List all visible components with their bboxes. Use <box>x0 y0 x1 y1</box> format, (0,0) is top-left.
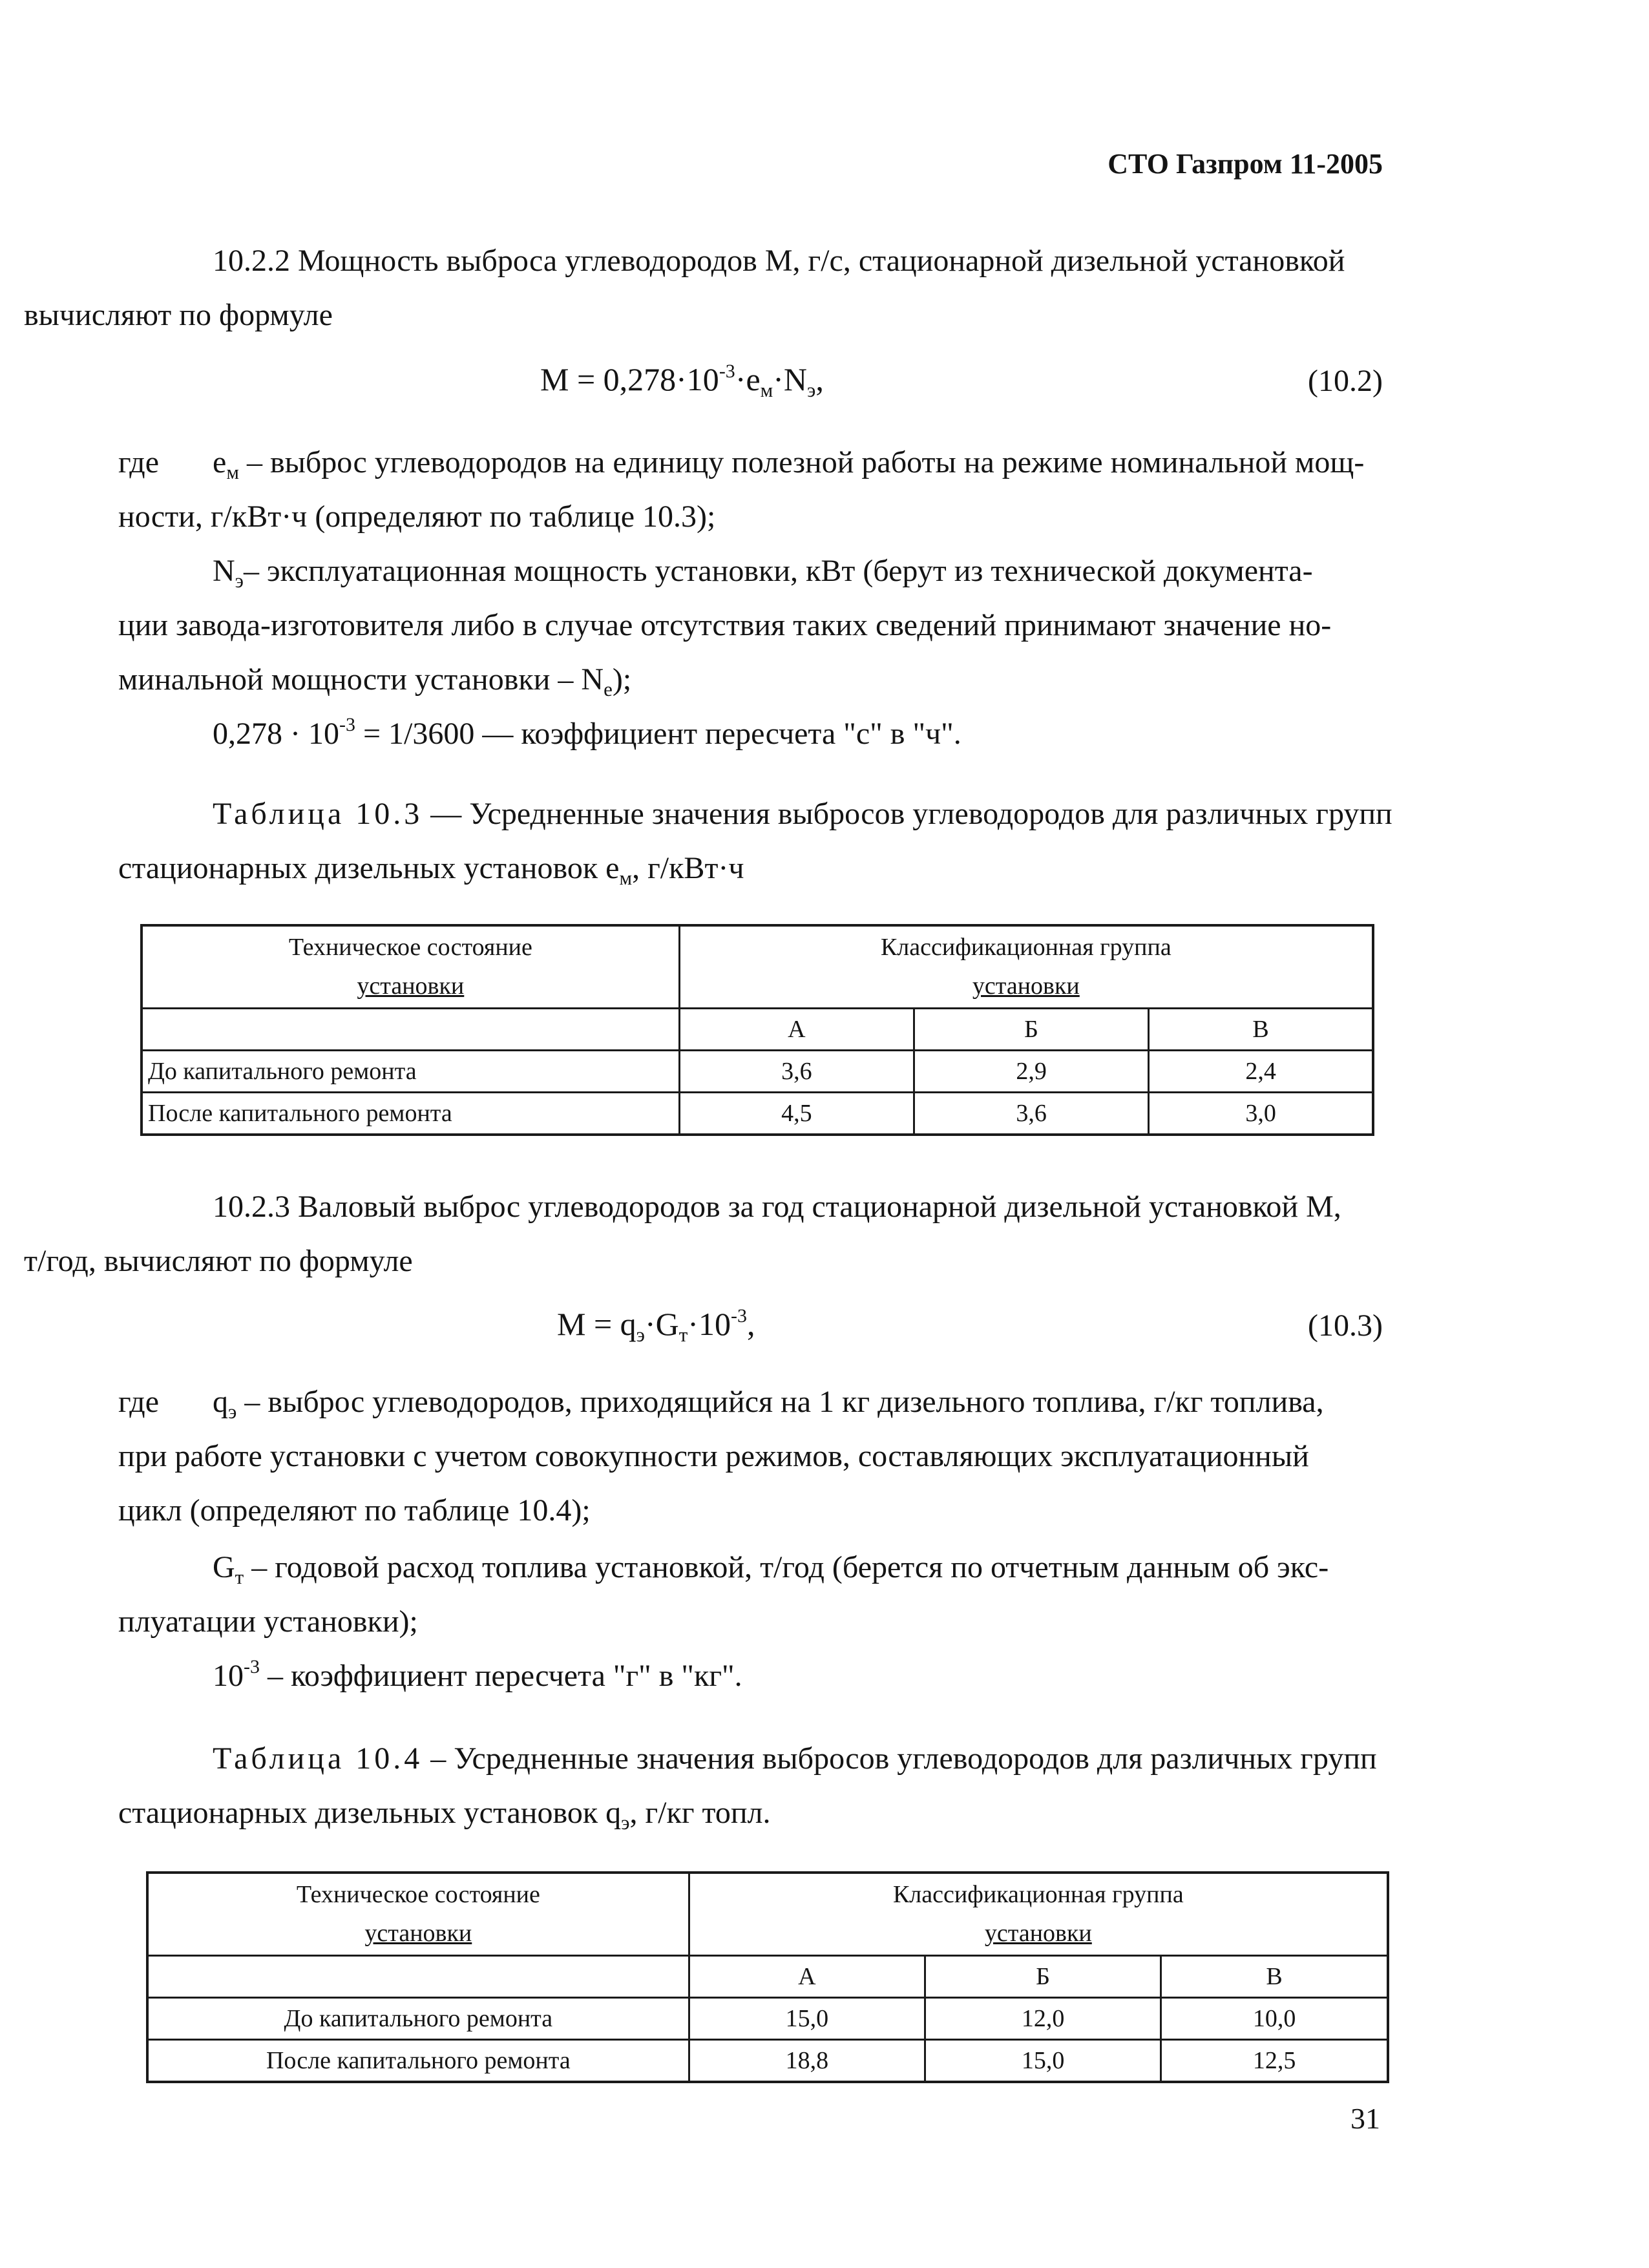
table-10-4-caption <box>118 1732 1394 1840</box>
table-cell: 15,0 <box>925 2039 1161 2082</box>
exponent: -3 <box>244 1656 260 1677</box>
header-text: Классификационная группа <box>880 934 1171 961</box>
table-cell: 15,0 <box>689 1997 925 2039</box>
formula-part: ·10 <box>688 1306 731 1342</box>
formula-lhs: M = 0,278·10 <box>540 361 719 397</box>
formula-part: ·G <box>644 1306 679 1342</box>
symbol: e <box>213 445 227 479</box>
column-header-v: В <box>1149 1008 1373 1050</box>
caption-text: — Усредненные значения выбросов углеводородов для различных групп <box>423 797 1392 831</box>
text-line: при работе установки с учетом совокупности режимов, составляющих эксплуатационный <box>118 1439 1309 1473</box>
text-line: плуатации установки); <box>118 1604 418 1639</box>
row-label: До капитального ремонта <box>142 1050 679 1092</box>
table-cell: 18,8 <box>689 2039 925 2082</box>
symbol-sub: э <box>235 569 244 592</box>
caption-text: стационарных дизельных установок e <box>118 851 620 885</box>
coefficient-note <box>213 707 961 761</box>
symbol: q <box>213 1385 228 1419</box>
definition-q-e <box>118 1375 1394 1538</box>
formula-sub: э <box>807 379 816 401</box>
header-text: Техническое состояние <box>296 1881 540 1909</box>
table-subheader-row <box>147 1955 1388 1997</box>
coefficient-note <box>213 1649 742 1703</box>
caption-sub: э <box>621 1811 630 1834</box>
section-10-2-3-paragraph <box>24 1180 1394 1288</box>
table-row <box>142 1092 1373 1135</box>
header-cell-group <box>689 1873 1388 1955</box>
caption-label: Таблица 10.4 <box>213 1741 423 1776</box>
text: 0,278 · 10 <box>213 717 339 751</box>
definition-g-t <box>118 1540 1394 1649</box>
table-cell: 2,4 <box>1149 1050 1373 1092</box>
header-cell-state <box>142 925 679 1008</box>
formula-10-3 <box>557 1305 755 1346</box>
text-line: ции завода-изготовителя либо в случае отсутствия таких сведений принимают значение но- <box>118 608 1332 642</box>
text-line: 10.2.2 Мощность выброса углеводородов М, г/с, стационарной дизельной установкой <box>213 244 1345 278</box>
text-line: ности, г/кВт·ч (определяют по таблице 10.3); <box>118 499 716 534</box>
table-row <box>142 1050 1373 1092</box>
header-text: установки <box>357 972 465 1000</box>
formula-sub: м <box>760 379 773 401</box>
formula-sub: т <box>678 1323 688 1346</box>
header-text: Техническое состояние <box>288 934 532 961</box>
header-text: установки <box>984 1920 1092 1948</box>
page-number: 31 <box>1350 2102 1380 2135</box>
table-subheader-row <box>142 1008 1373 1050</box>
symbol: N <box>213 554 235 588</box>
text-line: вычисляют по формуле <box>24 298 333 332</box>
caption-text: стационарных дизельных установок q <box>118 1796 622 1830</box>
symbol: G <box>213 1550 235 1584</box>
formula-number-10-2: (10.2) <box>1308 364 1383 398</box>
definition-n-e <box>118 544 1394 707</box>
caption-label: Таблица 10.3 <box>213 797 423 831</box>
formula-part: , <box>746 1306 755 1342</box>
formula-number-10-3: (10.3) <box>1308 1308 1383 1343</box>
column-header-a: А <box>689 1955 925 1997</box>
text: 10 <box>213 1659 244 1693</box>
text-line: – выброс углеводородов, приходящийся на 1 кг дизельного топлива, г/кг топлива, <box>236 1385 1324 1419</box>
column-header-a: А <box>679 1008 914 1050</box>
text: – коэффициент пересчета "г" в "кг". <box>260 1659 742 1693</box>
header-text: Классификационная группа <box>892 1881 1184 1909</box>
formula-sub: э <box>636 1323 645 1346</box>
table-cell: 3,0 <box>1149 1092 1373 1135</box>
table-cell: 12,0 <box>925 1997 1161 2039</box>
table-row <box>147 1997 1388 2039</box>
column-header-b: Б <box>925 1955 1161 1997</box>
definition-e-m <box>118 436 1394 544</box>
caption-text: , г/кВт·ч <box>632 851 744 885</box>
table-cell: 3,6 <box>679 1050 914 1092</box>
header-text: установки <box>972 972 1080 1000</box>
caption-text: – Усредненные значения выбросов углеводородов для различных групп <box>423 1741 1377 1776</box>
text-line: 10.2.3 Валовый выброс углеводородов за год стационарной дизельной установкой M, <box>213 1190 1341 1224</box>
table-10-4 <box>146 1871 1389 2083</box>
column-header-v: В <box>1161 1955 1388 1997</box>
table-header-row <box>147 1873 1388 1955</box>
symbol-sub: м <box>226 461 239 483</box>
text-line: цикл (определяют по таблице 10.4); <box>118 1493 591 1528</box>
text-line: ); <box>612 662 632 697</box>
formula-part: , <box>815 361 824 397</box>
row-label: До капитального ремонта <box>147 1997 689 2039</box>
column-header-b: Б <box>914 1008 1148 1050</box>
row-label: После капитального ремонта <box>142 1092 679 1135</box>
header-cell-group <box>679 925 1373 1008</box>
formula-lhs: M = q <box>557 1306 636 1342</box>
text-line: т/год, вычисляют по формуле <box>24 1244 413 1278</box>
table-cell: 3,6 <box>914 1092 1148 1135</box>
formula-10-2 <box>540 361 824 401</box>
exponent: -3 <box>339 714 355 735</box>
text-line: – эксплуатационная мощность установки, кВт (берут из технической документа- <box>243 554 1313 588</box>
empty-cell <box>142 1008 679 1050</box>
symbol-sub: e <box>604 678 613 700</box>
document-code-header: СТО Газпром 11-2005 <box>1108 148 1383 180</box>
header-text: установки <box>364 1920 472 1948</box>
where-label: где <box>118 1385 160 1419</box>
formula-part: ·N <box>773 361 808 397</box>
caption-sub: м <box>619 866 633 889</box>
text-line: минальной мощности установки – N <box>118 662 604 697</box>
formula-exp: -3 <box>719 361 735 382</box>
table-cell: 2,9 <box>914 1050 1148 1092</box>
table-header-row <box>142 925 1373 1008</box>
symbol-sub: э <box>228 1400 237 1423</box>
caption-text: , г/кг топл. <box>629 1796 771 1830</box>
section-10-2-2-paragraph <box>24 234 1394 342</box>
text-line: – годовой расход топлива установкой, т/год (берется по отчетным данным об экс- <box>244 1550 1329 1584</box>
text-line: – выброс углеводородов на единицу полезной работы на режиме номинальной мощ- <box>238 445 1365 479</box>
empty-cell <box>147 1955 689 1997</box>
header-cell-state <box>147 1873 689 1955</box>
row-label: После капитального ремонта <box>147 2039 689 2082</box>
table-cell: 12,5 <box>1161 2039 1388 2082</box>
table-cell: 4,5 <box>679 1092 914 1135</box>
formula-part: ·e <box>735 361 761 397</box>
formula-exp: -3 <box>730 1305 747 1327</box>
text: = 1/3600 — коэффициент пересчета "с" в "ч". <box>355 717 961 751</box>
table-10-3 <box>140 924 1374 1136</box>
table-10-3-caption <box>118 787 1394 896</box>
table-cell: 10,0 <box>1161 1997 1388 2039</box>
table-row <box>147 2039 1388 2082</box>
where-label: где <box>118 445 160 479</box>
symbol-sub: т <box>235 1566 244 1588</box>
